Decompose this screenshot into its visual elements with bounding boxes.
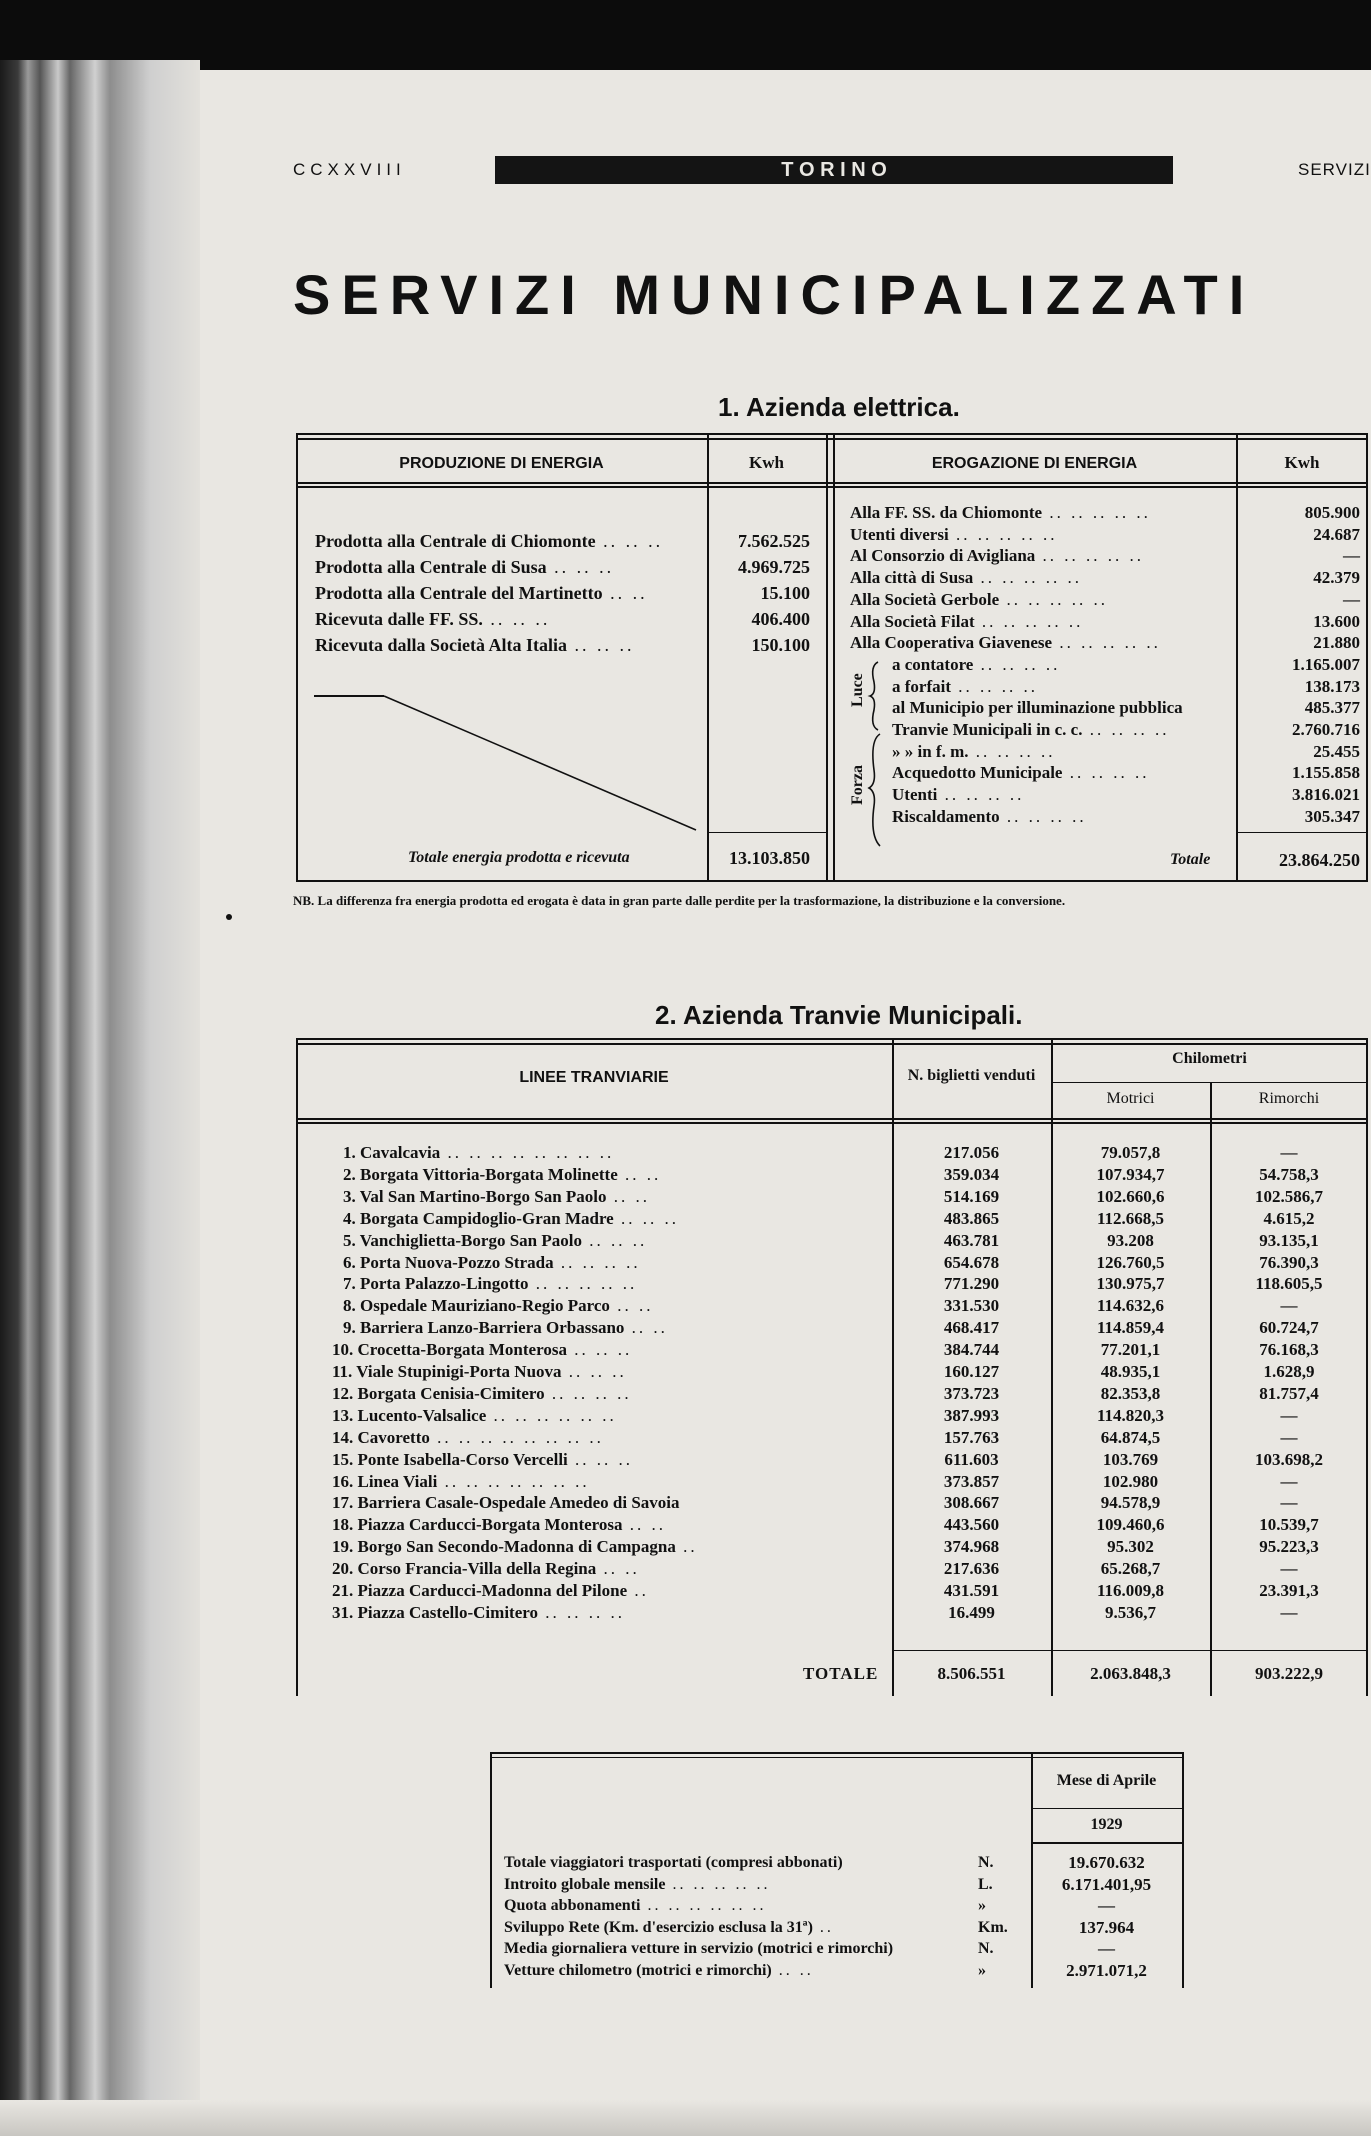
leader-dots: .. .. — [606, 1186, 651, 1206]
distribution-total: 23.864.250 — [1279, 850, 1360, 870]
production-row-label — [315, 635, 634, 655]
production-label: Prodotta alla Centrale di Susa — [315, 557, 547, 577]
leader-dots: .. .. .. .. — [973, 654, 1061, 674]
production-header: PRODUZIONE DI ENERGIA — [399, 455, 604, 472]
tram-rimorchi: 81.757,4 — [1259, 1383, 1319, 1403]
distribution-value: 3.816.021 — [1292, 785, 1360, 805]
margin-dot — [226, 914, 232, 920]
april-row-label — [504, 1853, 843, 1873]
subheader-rule — [1031, 1808, 1182, 1809]
april-row-label — [504, 1939, 893, 1959]
distribution-value: 21.880 — [1313, 633, 1360, 653]
tram-tickets: 217.056 — [943, 1143, 1000, 1162]
production-label: Ricevuta dalle FF. SS. — [315, 609, 483, 629]
tram-motrici: 65.268,7 — [1100, 1559, 1161, 1579]
section-title-electric: 1. Azienda elettrica. — [718, 392, 960, 422]
total-rule — [1236, 832, 1368, 833]
distribution-value: 1.155.858 — [1292, 763, 1360, 783]
tram-tickets: 443.560 — [943, 1515, 1000, 1535]
april-label: Sviluppo Rete (Km. d'esercizio esclusa la 31ª) — [504, 1918, 813, 1936]
tram-tickets: 160.127 — [943, 1362, 1000, 1381]
tram-rimorchi: — — [1280, 1493, 1298, 1513]
distribution-value: 805.900 — [1304, 503, 1360, 522]
tram-motrici: 107.934,7 — [1096, 1164, 1165, 1184]
april-value: — — [1098, 1939, 1115, 1958]
city-name: T O R I N O — [781, 158, 887, 181]
tram-tickets: 771.290 — [943, 1274, 1000, 1294]
tram-rimorchi: 60.724,7 — [1259, 1318, 1319, 1338]
kwh-header: Kwh — [1284, 453, 1320, 472]
leader-dots: .. .. .. — [567, 1449, 634, 1469]
leader-dots: .. .. .. .. — [1082, 720, 1170, 739]
kwh-header: Kwh — [749, 453, 784, 472]
distribution-value: 485.377 — [1304, 698, 1360, 718]
distribution-label: al Municipio per illuminazione pubblica — [892, 698, 1183, 718]
leader-dots: .. .. .. — [566, 635, 635, 655]
tram-line-label — [332, 1603, 625, 1623]
diagonal-filler-line — [296, 680, 707, 840]
distribution-label: Alla FF. SS. da Chiomonte — [850, 503, 1043, 522]
top-rule — [490, 1752, 1184, 1754]
distribution-label: » » in f. m. — [892, 741, 969, 761]
leader-dots: .. .. .. .. .. — [948, 524, 1058, 544]
tram-line-label — [343, 1318, 668, 1338]
tram-motrici: 93.208 — [1107, 1230, 1154, 1250]
tram-rimorchi: — — [1280, 1143, 1298, 1162]
production-value: 15.100 — [760, 583, 810, 603]
leader-dots: .. .. .. .. .. — [665, 1875, 771, 1893]
tram-line-label — [343, 1274, 637, 1294]
tram-tickets: 431.591 — [943, 1581, 1000, 1600]
distribution-row-label — [850, 568, 1082, 588]
leader-dots: .. .. .. .. .. — [999, 589, 1108, 609]
leader-dots: .. .. .. — [561, 1362, 627, 1381]
distribution-row-label — [892, 720, 1169, 740]
april-unit: N. — [978, 1854, 994, 1871]
leader-dots: .. .. .. .. .. — [1042, 503, 1151, 522]
tram-rimorchi: 118.605,5 — [1255, 1274, 1323, 1294]
distribution-value: 305.347 — [1304, 806, 1360, 826]
tram-rimorchi: 103.698,2 — [1255, 1449, 1323, 1469]
tram-line-name: 6. Porta Nuova-Pozzo Strada — [343, 1252, 554, 1272]
tram-line-label — [332, 1493, 680, 1513]
distribution-row-label — [892, 655, 1060, 675]
tram-motrici: 79.057,8 — [1100, 1143, 1161, 1162]
tram-line-label — [332, 1581, 649, 1601]
leader-dots: .. .. .. — [595, 531, 664, 551]
luce-label: Luce — [849, 673, 866, 707]
tram-line-label — [332, 1384, 632, 1404]
tram-line-label — [332, 1537, 698, 1557]
top-rule — [490, 1757, 1184, 1758]
leader-dots: .. .. .. — [613, 1208, 679, 1228]
tram-line-name: 3. Val San Martino-Borgo San Paolo — [343, 1186, 607, 1206]
lines-header: LINEE TRANVIARIE — [519, 1069, 669, 1086]
april-value: 2.971.071,2 — [1066, 1960, 1147, 1980]
column-divider — [833, 433, 835, 882]
production-label: Ricevuta dalla Società Alta Italia — [315, 635, 567, 655]
production-label: Prodotta alla Centrale di Chiomonte — [315, 531, 596, 551]
header-rule — [296, 1122, 1368, 1124]
tram-tickets: 483.865 — [943, 1208, 1000, 1228]
tram-line-name: 11. Viale Stupinigi-Porta Nuova — [332, 1362, 562, 1381]
distribution-row-label — [850, 503, 1151, 523]
distribution-label: a forfait — [892, 676, 952, 696]
distribution-label: Utenti diversi — [850, 524, 949, 544]
tram-rimorchi: 76.168,3 — [1259, 1340, 1319, 1360]
tram-line-name: 8. Ospedale Mauriziano-Regio Parco — [343, 1296, 610, 1316]
distribution-row-label — [892, 742, 1056, 762]
tram-line-name: 15. Ponte Isabella-Corso Vercelli — [332, 1449, 568, 1469]
tram-rimorchi: — — [1280, 1602, 1298, 1622]
tram-motrici: 64.874,5 — [1100, 1427, 1161, 1447]
header-rule — [1031, 1842, 1182, 1844]
april-value: 6.171.401,95 — [1061, 1874, 1152, 1894]
tram-line-name: 4. Borgata Campidoglio-Gran Madre — [343, 1208, 614, 1228]
distribution-row-label — [850, 546, 1144, 566]
production-row-label — [315, 557, 614, 577]
leader-dots: .. .. .. .. .. — [1052, 633, 1161, 653]
leader-dots: .. .. — [771, 1961, 814, 1979]
leader-dots: .. .. .. — [566, 1340, 633, 1360]
april-value: — — [1098, 1896, 1115, 1915]
tram-total-tickets: 8.506.551 — [937, 1664, 1006, 1683]
april-label: Totale viaggiatori trasportati (compresi abbonati) — [504, 1854, 843, 1871]
tram-motrici: 109.460,6 — [1096, 1515, 1165, 1535]
tram-tickets: 387.993 — [943, 1405, 1000, 1425]
motrici-header: Motrici — [1106, 1090, 1155, 1107]
leader-dots: .. .. — [622, 1515, 667, 1535]
tram-tickets: 373.857 — [943, 1471, 1000, 1491]
distribution-row-label — [850, 633, 1161, 653]
april-label: Quota abbonamenti — [504, 1897, 641, 1914]
header-rule — [296, 1118, 1368, 1120]
leader-dots: .. .. .. .. .. — [974, 611, 1084, 631]
distribution-label: Alla Società Gerbole — [850, 589, 1000, 609]
tram-total-rimorchi: 903.222,9 — [1255, 1664, 1323, 1683]
tram-rimorchi: 93.135,1 — [1259, 1230, 1319, 1250]
brace-marks — [866, 660, 886, 850]
production-total: 13.103.850 — [729, 848, 810, 868]
tram-tickets: 468.417 — [943, 1318, 1000, 1338]
leader-dots: .. .. .. .. .. — [973, 568, 1083, 588]
distribution-value: 24.687 — [1313, 524, 1360, 544]
electric-note: NB. La differenza fra energia prodotta ed erogata è data in gran parte dalle perdite per la trasformazione, la distribuzione e la conversione. — [293, 893, 1066, 908]
distribution-label: Riscaldamento — [892, 806, 1000, 826]
tram-line-name: 21. Piazza Carducci-Madonna del Pilone — [332, 1581, 628, 1600]
tram-line-name: 19. Borgo San Secondo-Madonna di Campagna — [332, 1537, 676, 1557]
distribution-row-label — [850, 525, 1057, 545]
tram-line-name: 12. Borgata Cenisia-Cimitero — [332, 1383, 545, 1403]
tram-rimorchi: 23.391,3 — [1259, 1581, 1319, 1600]
tram-motrici: 102.660,6 — [1096, 1186, 1165, 1206]
tram-tickets: 514.169 — [943, 1186, 1000, 1206]
leader-dots: .. .. .. — [581, 1230, 648, 1250]
tram-line-name: 1. Cavalcavia — [343, 1143, 441, 1162]
production-value: 150.100 — [751, 635, 810, 655]
distribution-label: Utenti — [892, 785, 938, 805]
leader-dots: .. .. — [624, 1318, 668, 1338]
tram-motrici: 95.302 — [1107, 1537, 1154, 1557]
production-total-label: Totale energia prodotta e ricevuta — [408, 849, 630, 866]
section-title-tram: 2. Azienda Tranvie Municipali. — [655, 1000, 1023, 1030]
tram-line-name: 20. Corso Francia-Villa della Regina — [332, 1559, 597, 1579]
tram-rimorchi: 76.390,3 — [1259, 1252, 1319, 1272]
tram-rimorchi: — — [1280, 1559, 1298, 1579]
tram-tickets: 374.968 — [943, 1537, 1000, 1557]
production-row-label — [315, 531, 663, 551]
distribution-total-label: Totale — [1170, 851, 1211, 868]
distribution-row-label — [892, 807, 1087, 827]
tram-rimorchi: 1.628,9 — [1263, 1362, 1315, 1381]
leader-dots: .. .. .. — [482, 609, 551, 629]
page-title: SERVIZI MUNICIPALIZZATI — [293, 263, 1256, 326]
leader-dots: .. — [627, 1581, 649, 1600]
april-row-label — [504, 1875, 770, 1895]
tram-line-label — [332, 1450, 633, 1470]
production-row-label — [315, 609, 550, 629]
tram-motrici: 48.935,1 — [1100, 1362, 1161, 1381]
leader-dots: .. .. .. .. — [553, 1252, 641, 1272]
tram-rimorchi: 4.615,2 — [1263, 1208, 1315, 1228]
tram-line-label — [343, 1209, 679, 1229]
leader-dots: .. .. .. .. .. .. .. — [437, 1471, 590, 1491]
leader-dots: .. .. .. .. .. .. — [640, 1897, 767, 1914]
april-row-label — [504, 1896, 766, 1916]
tram-motrici: 82.353,8 — [1100, 1383, 1161, 1403]
tram-rimorchi: — — [1280, 1427, 1298, 1447]
leader-dots: .. .. — [596, 1559, 640, 1579]
leader-dots: .. .. .. .. — [937, 785, 1025, 805]
production-label: Prodotta alla Centrale del Martinetto — [315, 583, 603, 603]
tram-tickets: 217.636 — [943, 1559, 1000, 1579]
month-header: Mese di Aprile — [1056, 1772, 1157, 1789]
tram-total-motrici: 2.063.848,3 — [1090, 1664, 1171, 1683]
tram-rimorchi: 102.586,7 — [1255, 1186, 1323, 1206]
header-rule — [296, 486, 1368, 488]
leader-dots: .. .. .. .. .. .. — [486, 1405, 617, 1425]
tram-line-name: 18. Piazza Carducci-Borgata Monterosa — [332, 1515, 623, 1535]
leader-dots: .. .. — [609, 1296, 654, 1316]
tram-rimorchi: — — [1280, 1405, 1298, 1425]
tram-rimorchi: 95.223,3 — [1259, 1537, 1319, 1557]
forza-label: Forza — [849, 765, 866, 805]
header-rule — [296, 482, 1368, 484]
double-rule — [296, 1043, 1368, 1045]
tram-line-name: 5. Vanchiglietta-Borgo San Paolo — [343, 1230, 582, 1250]
total-rule — [892, 1650, 1368, 1651]
distribution-value: 1.165.007 — [1292, 654, 1360, 674]
tram-rimorchi: 54.758,3 — [1259, 1164, 1319, 1184]
tram-tickets: 359.034 — [943, 1164, 1000, 1184]
distribution-header: EROGAZIONE DI ENERGIA — [931, 455, 1138, 472]
leader-dots: .. .. — [602, 583, 648, 603]
tram-tickets: 654.678 — [943, 1252, 1000, 1272]
leader-dots: .. .. .. .. .. .. .. .. — [429, 1427, 604, 1447]
leader-dots: .. .. .. .. — [544, 1383, 632, 1403]
tram-line-label — [343, 1253, 641, 1273]
column-divider — [826, 433, 828, 882]
tram-motrici: 103.769 — [1102, 1449, 1159, 1469]
production-value: 7.562.525 — [738, 531, 810, 551]
distribution-value: 138.173 — [1304, 676, 1360, 696]
distribution-value: 25.455 — [1313, 741, 1360, 761]
page-number: CCXXVIII — [293, 160, 406, 179]
tram-line-label — [332, 1362, 627, 1382]
april-label: Introito globale mensile — [504, 1875, 666, 1893]
tram-line-name: 10. Crocetta-Borgata Monterosa — [332, 1340, 567, 1360]
section-name: SERVIZI — [1298, 160, 1371, 179]
distribution-row-label — [850, 612, 1083, 632]
column-divider — [707, 433, 709, 882]
april-row-label — [504, 1918, 834, 1938]
tram-motrici: 130.975,7 — [1096, 1274, 1165, 1294]
tram-line-label — [332, 1559, 640, 1579]
tram-tickets: 384.744 — [943, 1340, 1000, 1360]
leader-dots: .. .. .. .. — [537, 1602, 625, 1622]
right-border — [1182, 1752, 1184, 1988]
leader-dots: .. .. .. .. .. .. .. .. — [440, 1143, 615, 1162]
tram-line-name: 17. Barriera Casale-Ospedale Amedeo di Savoia — [332, 1493, 680, 1513]
distribution-value: 2.760.716 — [1292, 720, 1360, 739]
distribution-value: 13.600 — [1313, 611, 1360, 631]
tram-motrici: 112.668,5 — [1096, 1208, 1165, 1228]
tram-motrici: 102.980 — [1102, 1471, 1159, 1491]
leader-dots: .. .. .. .. .. — [1035, 546, 1145, 566]
tram-line-name: 7. Porta Palazzo-Lingotto — [343, 1274, 529, 1294]
tram-rimorchi: — — [1280, 1296, 1298, 1316]
leader-dots: .. .. .. .. — [951, 676, 1039, 696]
tram-line-label — [343, 1165, 661, 1185]
tram-motrici: 94.578,9 — [1100, 1493, 1161, 1513]
header-banner — [495, 156, 1173, 184]
tram-line-label — [343, 1143, 614, 1163]
tram-line-label — [343, 1187, 650, 1207]
tram-line-name: 14. Cavoretto — [332, 1427, 430, 1447]
tram-line-label — [332, 1515, 666, 1535]
tram-motrici: 114.632,6 — [1096, 1296, 1165, 1316]
production-value: 406.400 — [751, 609, 810, 629]
leader-dots: .. .. .. .. — [1062, 763, 1150, 783]
april-label: Vetture chilometro (motrici e rimorchi) — [504, 1961, 772, 1979]
distribution-label: Acquedotto Municipale — [892, 763, 1063, 783]
tram-motrici: 77.201,1 — [1100, 1340, 1161, 1360]
distribution-label: Alla città di Susa — [850, 568, 974, 588]
year-header: 1929 — [1090, 1816, 1123, 1833]
distribution-label: Alla Cooperativa Giavenese — [850, 633, 1053, 653]
tram-tickets: 373.723 — [943, 1383, 1000, 1403]
tram-tickets: 308.667 — [943, 1493, 1000, 1513]
distribution-value: — — [1343, 546, 1360, 566]
distribution-row-label — [892, 677, 1038, 697]
subheader-rule — [1051, 1082, 1368, 1083]
distribution-row-label — [850, 590, 1108, 610]
april-unit: » — [978, 1961, 986, 1979]
tram-line-name: 13. Lucento-Valsalice — [332, 1405, 487, 1425]
tram-line-name: 2. Borgata Vittoria-Borgata Molinette — [343, 1164, 618, 1184]
tram-line-label — [343, 1296, 653, 1316]
tram-line-label — [332, 1472, 590, 1492]
tram-tickets: 331.530 — [943, 1296, 1000, 1316]
april-unit: N. — [978, 1940, 994, 1957]
leader-dots: .. .. — [617, 1164, 662, 1184]
april-unit: Km. — [978, 1918, 1008, 1936]
tram-total-label: TOTALE — [803, 1664, 879, 1683]
total-rule — [707, 832, 826, 833]
april-value: 19.670.632 — [1068, 1853, 1145, 1872]
tram-line-name: 16. Linea Viali — [332, 1471, 438, 1491]
tickets-header: N. biglietti venduti — [907, 1067, 1036, 1084]
tram-motrici: 114.820,3 — [1096, 1405, 1165, 1425]
tram-tickets: 157.763 — [943, 1427, 1000, 1447]
tram-motrici: 116.009,8 — [1096, 1581, 1165, 1600]
april-unit: » — [978, 1897, 986, 1914]
april-row-label — [504, 1961, 814, 1981]
distribution-label: Tranvie Municipali in c. c. — [892, 720, 1083, 739]
april-label: Media giornaliera vetture in servizio (motrici e rimorchi) — [504, 1940, 894, 1957]
tram-rimorchi: 10.539,7 — [1259, 1515, 1319, 1535]
distribution-label: a contatore — [892, 654, 974, 674]
tram-line-label — [332, 1340, 632, 1360]
leader-dots: .. .. .. .. .. — [528, 1274, 638, 1294]
leader-dots: .. — [812, 1918, 834, 1936]
production-value: 4.969.725 — [738, 557, 810, 577]
leader-dots: .. .. .. .. — [968, 741, 1056, 761]
tram-line-label — [332, 1406, 617, 1426]
double-rule — [296, 438, 1368, 440]
km-header: Chilometri — [1172, 1050, 1247, 1067]
distribution-row-label — [892, 698, 1183, 718]
tram-motrici: 114.859,4 — [1096, 1318, 1165, 1338]
tram-line-label — [343, 1231, 647, 1251]
distribution-value: — — [1343, 589, 1360, 609]
leader-dots: .. .. .. — [546, 557, 615, 577]
tram-line-label — [332, 1428, 604, 1448]
tram-line-name: 9. Barriera Lanzo-Barriera Orbassano — [343, 1318, 625, 1338]
distribution-row-label — [892, 785, 1024, 805]
leader-dots: .. — [675, 1537, 698, 1557]
distribution-value: 42.379 — [1313, 568, 1360, 588]
tram-motrici: 126.760,5 — [1096, 1252, 1165, 1272]
tram-tickets: 16.499 — [948, 1602, 995, 1622]
leader-dots: .. .. .. .. — [999, 806, 1087, 826]
distribution-label: Al Consorzio di Avigliana — [850, 546, 1036, 566]
production-row-label — [315, 583, 648, 603]
distribution-row-label — [892, 763, 1149, 783]
rimorchi-header: Rimorchi — [1258, 1090, 1320, 1107]
tram-rimorchi: — — [1280, 1471, 1298, 1491]
tram-tickets: 611.603 — [944, 1449, 999, 1469]
distribution-label: Alla Società Filat — [850, 611, 975, 631]
left-border — [490, 1752, 492, 1988]
tram-tickets: 463.781 — [943, 1230, 1000, 1250]
april-value: 137.964 — [1078, 1917, 1135, 1937]
april-unit: L. — [978, 1875, 993, 1893]
tram-line-name: 31. Piazza Castello-Cimitero — [332, 1602, 538, 1622]
tram-motrici: 9.536,7 — [1105, 1602, 1156, 1622]
